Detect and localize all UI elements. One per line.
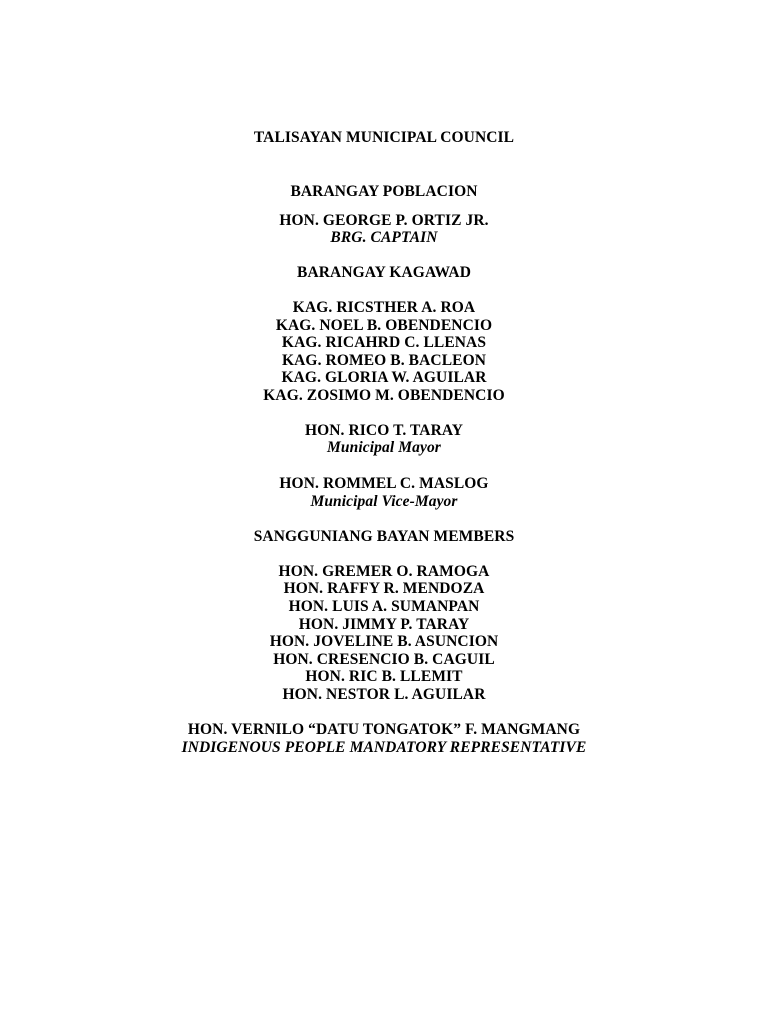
barangay-captain-role: BRG. CAPTAIN [330, 229, 438, 246]
sangguniang-member: HON. GREMER O. RAMOGA [278, 563, 490, 580]
barangay-captain-name: HON. GEORGE P. ORTIZ JR. [279, 212, 489, 229]
kagawad-member: KAG. ZOSIMO M. OBENDENCIO [263, 387, 505, 404]
kagawad-member: KAG. RICSTHER A. ROA [292, 299, 476, 316]
barangay-heading: BARANGAY POBLACION [290, 183, 478, 200]
kagawad-member: KAG. RICAHRD C. LLENAS [281, 334, 487, 351]
sangguniang-member: HON. JIMMY P. TARAY [298, 616, 470, 633]
sangguniang-member: HON. RIC B. LLEMIT [305, 668, 463, 685]
sangguniang-member: HON. RAFFY R. MENDOZA [283, 580, 485, 597]
mayor-role: Municipal Mayor [327, 439, 441, 456]
kagawad-heading: BARANGAY KAGAWAD [297, 264, 471, 281]
sangguniang-member: HON. JOVELINE B. ASUNCION [269, 633, 499, 650]
sangguniang-member: HON. CRESENCIO B. CAGUIL [273, 651, 495, 668]
vice-mayor-name: HON. ROMMEL C. MASLOG [279, 475, 489, 492]
ip-representative-name: HON. VERNILO “DATU TONGATOK” F. MANGMANG [187, 721, 581, 738]
vice-mayor-role: Municipal Vice-Mayor [310, 493, 458, 510]
sangguniang-heading: SANGGUNIANG BAYAN MEMBERS [253, 528, 515, 545]
sangguniang-member: HON. LUIS A. SUMANPAN [288, 598, 480, 615]
kagawad-member: KAG. NOEL B. OBENDENCIO [275, 317, 493, 334]
kagawad-member: KAG. GLORIA W. AGUILAR [281, 369, 487, 386]
sangguniang-member: HON. NESTOR L. AGUILAR [282, 686, 486, 703]
council-title: TALISAYAN MUNICIPAL COUNCIL [253, 129, 515, 146]
kagawad-member: KAG. ROMEO B. BACLEON [281, 352, 487, 369]
mayor-name: HON. RICO T. TARAY [304, 422, 464, 439]
ip-representative-role: INDIGENOUS PEOPLE MANDATORY REPRESENTATIVE [181, 739, 587, 756]
